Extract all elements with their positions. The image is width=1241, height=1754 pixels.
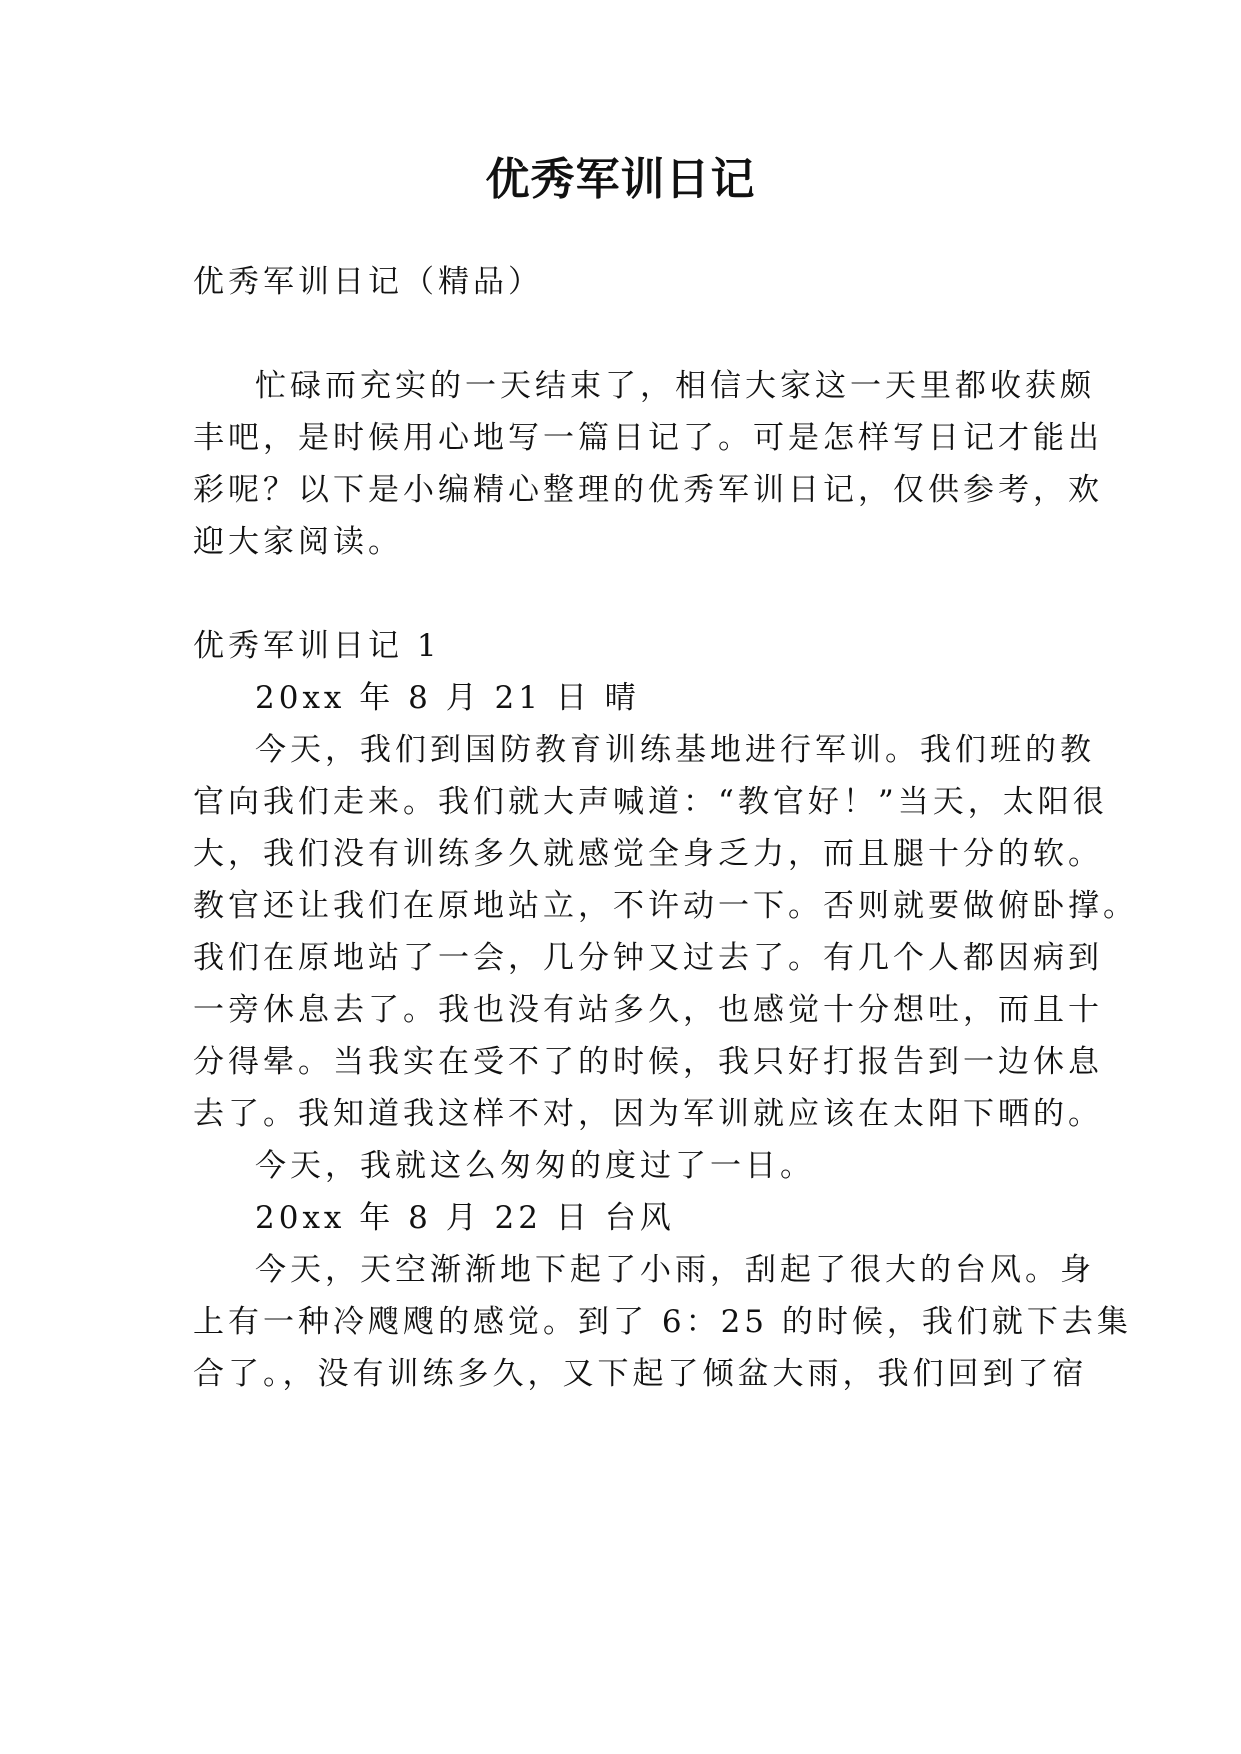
intro-line: 迎大家阅读。	[193, 524, 403, 560]
entry-line: 分得晕。当我实在受不了的时候，我只好打报告到一边休息	[193, 1044, 1103, 1080]
entry-line: 去了。我知道我这样不对，因为军训就应该在太阳下晒的。	[193, 1096, 1103, 1132]
section-heading: 优秀军训日记 1	[193, 628, 441, 664]
entry-line: 教官还让我们在原地站立，不许动一下。否则就要做俯卧撑。	[193, 888, 1138, 924]
entry-line: 合了。，没有训练多久，又下起了倾盆大雨，我们回到了宿	[193, 1356, 1088, 1392]
entry-closing: 今天，我就这么匆匆的度过了一日。	[255, 1148, 815, 1184]
entry-line: 大，我们没有训练多久就感觉全身乏力，而且腿十分的软。	[193, 836, 1103, 872]
entry-line: 一旁休息去了。我也没有站多久，也感觉十分想吐，而且十	[193, 992, 1103, 1028]
entry-line: 我们在原地站了一会，几分钟又过去了。有几个人都因病到	[193, 940, 1103, 976]
entry-line: 上有一种冷飕飕的感觉。到了 6：25 的时候，我们就下去集	[193, 1304, 1132, 1340]
document-title: 优秀军训日记	[485, 154, 756, 205]
entry-date: 20xx 年 8 月 21 日 晴	[255, 680, 640, 716]
intro-line: 忙碌而充实的一天结束了，相信大家这一天里都收获颇	[255, 368, 1095, 404]
entry-line: 官向我们走来。我们就大声喊道：“教官好！”当天，太阳很	[193, 784, 1108, 820]
entry-date: 20xx 年 8 月 22 日 台风	[255, 1200, 675, 1236]
intro-line: 彩呢？以下是小编精心整理的优秀军训日记，仅供参考，欢	[193, 472, 1103, 508]
entry-line: 今天，天空渐渐地下起了小雨，刮起了很大的台风。身	[255, 1252, 1095, 1288]
intro-line: 丰吧，是时候用心地写一篇日记了。可是怎样写日记才能出	[193, 420, 1103, 456]
entry-line: 今天，我们到国防教育训练基地进行军训。我们班的教	[255, 732, 1095, 768]
document-subtitle: 优秀军训日记（精品）	[193, 264, 543, 300]
